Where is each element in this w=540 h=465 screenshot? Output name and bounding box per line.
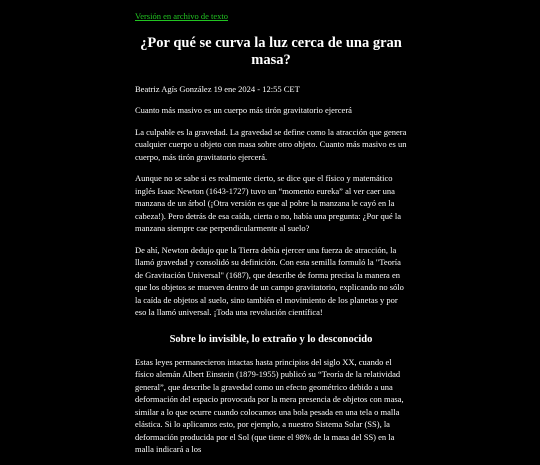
- article-container: [135, 6, 407, 465]
- article-byline: Beatriz Agís González 19 ene 2024 - 12:55 CET: [135, 84, 300, 94]
- article-title: ¿Por qué se curva la luz cerca de una gran masa?: [140, 35, 402, 68]
- article-subtitle: Cuanto más masivo es un cuerpo más tirón gravitatorio ejercerá: [135, 105, 352, 115]
- article-paragraph: De ahí, Newton dedujo que la Tierra debía ejercer una fuerza de atracción, la llamó gravedad y consolidó su definición. Con esta semilla formuló la "Teoría de Gravitación Universal" (1687), que describe de forma precisa la manera en que los objetos se mueven dentro de un campo gravitatorio, explicando no sólo la caída de objetos al suelo, sino también el movimiento de los planetas y por eso la llamó universal. ¡Toda una revolución científica!: [135, 244, 404, 317]
- article-paragraph: Aunque no se sabe si es realmente cierto, se dice que el físico y matemático inglés Isaac Newton (1643-1727) tuvo un “momento eureka” al ver caer una manzana de un árbol (¡Otra versión es que al pobre la manzana le cayó en la cabeza!). Pero detrás de esa caída, cierta o no, había una pregunta: ¿Por qué la manzana siempre cae perpendicularmente al suelo?: [135, 173, 401, 233]
- text-version-link[interactable]: Versión en archivo de texto: [135, 11, 228, 21]
- section-heading: Sobre lo invisible, lo extraño y lo desconocido: [169, 333, 373, 345]
- article-paragraph: La culpable es la gravedad. La gravedad se define como la atracción que genera cualquier cuerpo u objeto con masa sobre otro objeto. Cuanto más masivo es un cuerpo, más tirón gravitatorio ejercerá.: [135, 126, 407, 162]
- article-paragraph: Estas leyes permanecieron intactas hasta principios del siglo XX, cuando el físico alemán Albert Einstein (1879-1955) publicó su “Teoría de la relatividad general”, que describe la gravedad como un efecto geométrico debido a una deformación del espacio provocada por la mera presencia de objetos con masa, similar a lo que ocurre cuando colocamos una bola pesada en una tela o malla elástica. Si lo aplicamos esto, por ejemplo, a nuestro Sistema Solar (SS), la deformación producida por el Sol (que tiene el 98% de la masa del SS) en la malla indicará a los: [135, 356, 404, 454]
